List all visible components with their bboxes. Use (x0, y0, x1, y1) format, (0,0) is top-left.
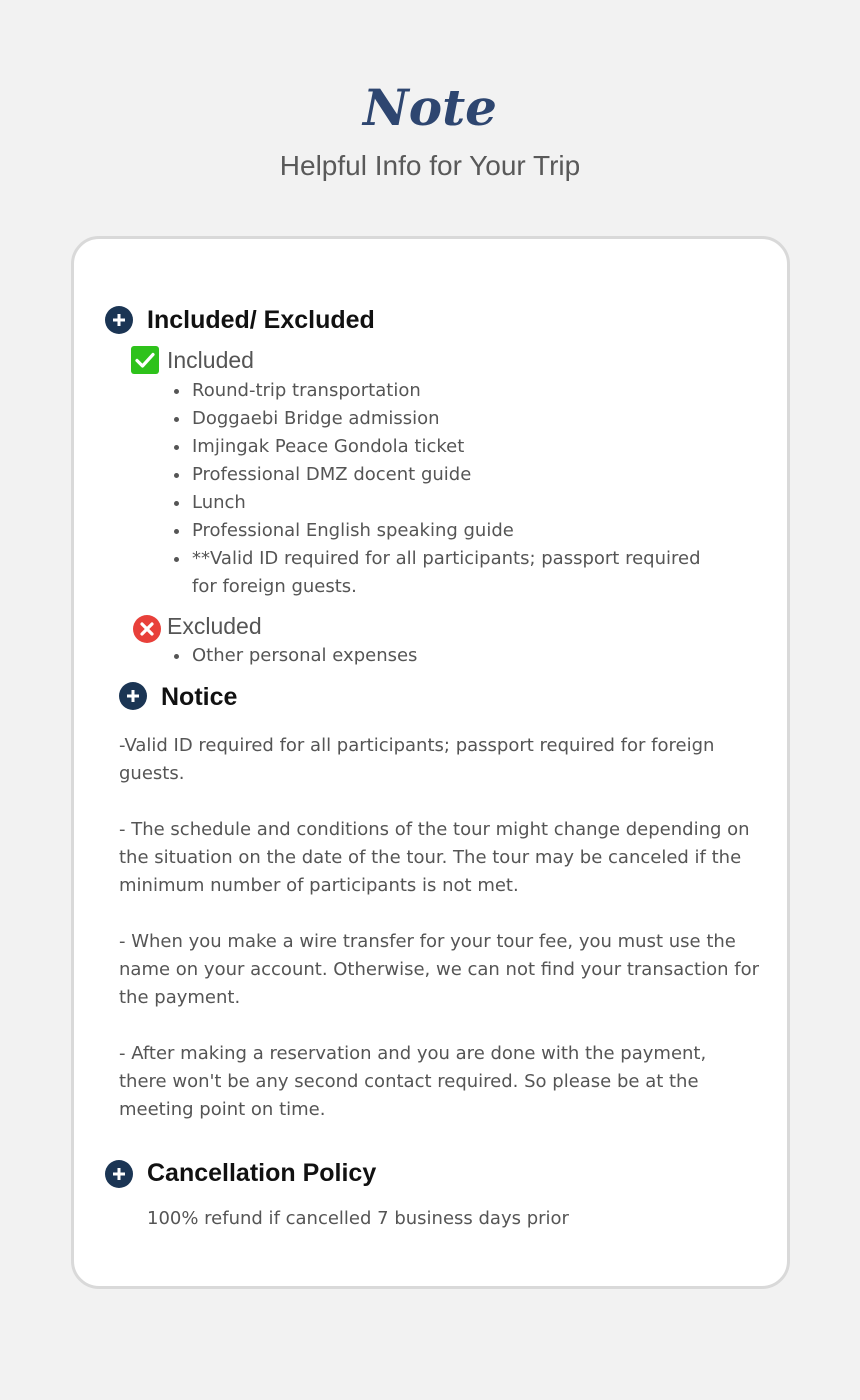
list-item: Professional English speaking guide (192, 517, 722, 545)
list-item: Imjingak Peace Gondola ticket (192, 433, 722, 461)
list-item: Other personal expenses (192, 642, 722, 670)
notice-paragraph: - After making a reservation and you are done with the payment, there won't be any second contact required. So please be at the meeting point on time. (119, 1043, 707, 1120)
section-title-notice: Notice (161, 683, 238, 711)
cancellation-policy-text: 100% refund if cancelled 7 business days prior (147, 1208, 569, 1229)
notice-paragraph: - When you make a wire transfer for your tour fee, you must use the name on your account. Otherwise, we can not find your transaction for the payment. (119, 931, 760, 1008)
page-title: Note (363, 78, 497, 137)
excluded-list (192, 642, 722, 670)
notice-paragraph: - The schedule and conditions of the tour might change depending on the situation on the date of the tour. The tour may be canceled if the minimum number of participants is not met. (119, 819, 750, 896)
info-card (71, 236, 790, 1289)
list-item: Lunch (192, 489, 722, 517)
excluded-label: Excluded (167, 613, 262, 639)
plus-circle-icon[interactable] (119, 682, 147, 710)
list-item: Professional DMZ docent guide (192, 461, 722, 489)
list-item: Round-trip transportation (192, 377, 722, 405)
list-item: Doggaebi Bridge admission (192, 405, 722, 433)
x-circle-icon (133, 615, 161, 643)
notice-paragraph: -Valid ID required for all participants; passport required for foreign guests. (119, 735, 715, 784)
page-subtitle: Helpful Info for Your Trip (279, 150, 581, 181)
section-title-cancellation: Cancellation Policy (147, 1159, 377, 1187)
list-item: **Valid ID required for all participants; passport required for foreign guests. (192, 545, 722, 601)
plus-circle-icon[interactable] (105, 1160, 133, 1188)
check-box-icon (131, 346, 159, 374)
plus-circle-icon[interactable] (105, 306, 133, 334)
included-list (192, 377, 722, 601)
section-title-included-excluded: Included/ Excluded (147, 306, 375, 334)
included-label: Included (167, 347, 254, 373)
